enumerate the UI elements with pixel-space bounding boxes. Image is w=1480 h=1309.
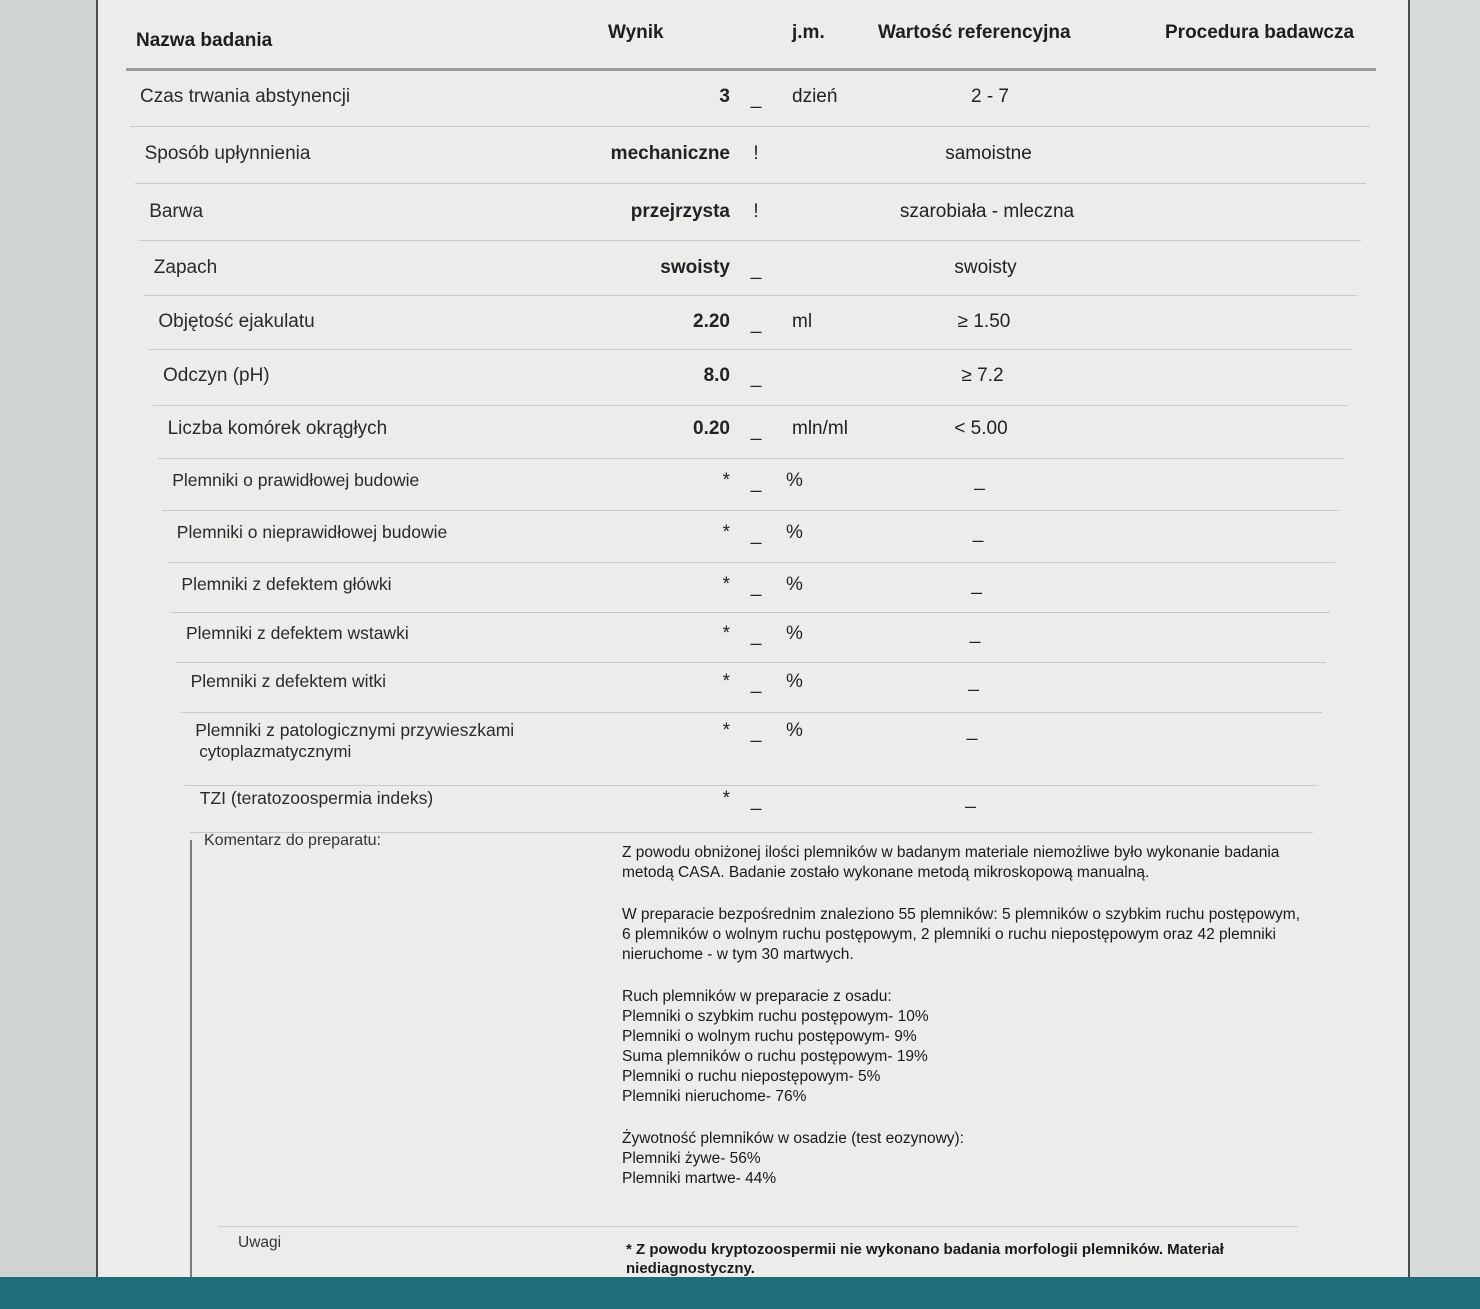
reference-value: 2 - 7 (970, 86, 1010, 107)
unit-value: % (786, 522, 803, 543)
row-divider (148, 349, 1352, 350)
result-value: * (722, 470, 730, 491)
row-divider (144, 295, 1357, 296)
background-left (0, 0, 100, 1309)
unit-value: dzień (792, 86, 838, 107)
test-name-continued: cytoplazmatycznymi (199, 742, 352, 761)
reference-value: _ (969, 623, 981, 644)
test-name: Sposób upłynnienia (144, 143, 311, 164)
frame-line (190, 840, 192, 1280)
test-name: Odczyn (pH) (163, 365, 270, 386)
header-result: Wynik (608, 22, 664, 43)
result-flag: _ (750, 576, 762, 597)
header-procedure: Procedura badawcza (1165, 22, 1355, 43)
result-value: * (722, 788, 730, 809)
unit-value: ml (792, 311, 813, 332)
vitality-block (622, 1129, 1302, 1189)
result-value: 0.20 (693, 418, 730, 439)
reference-value: swoisty (954, 257, 1017, 278)
result-flag: _ (750, 722, 762, 743)
reference-value: szarobiała - mleczna (899, 201, 1075, 222)
result-value: * (722, 720, 730, 741)
result-flag: ! (753, 201, 759, 222)
vitality-title: Żywotność plemników w osadzie (test eozynowy): (622, 1130, 964, 1147)
reference-value: _ (968, 671, 979, 692)
test-name: Plemniki z defektem wstawki (186, 623, 409, 643)
result-flag: _ (750, 367, 762, 388)
result-flag: ! (753, 143, 759, 164)
motility-line: Plemniki o szybkim ruchu postępowym- 10% (622, 1008, 929, 1025)
header-divider (126, 68, 1376, 71)
result-value: 3 (719, 86, 730, 107)
unit-value: % (786, 720, 803, 741)
reference-value: ≥ 7.2 (961, 365, 1004, 386)
result-value: * (722, 574, 730, 595)
row-divider (167, 562, 1335, 563)
header-test-name: Nazwa badania (136, 30, 273, 51)
test-name: Liczba komórek okrągłych (167, 418, 388, 439)
row-divider (162, 510, 1339, 511)
result-value: 2.20 (693, 311, 730, 332)
test-name: Plemniki z defektem witki (190, 671, 387, 691)
reference-value: samoistne (945, 143, 1032, 164)
results-panel (96, 0, 1410, 1278)
comment-paragraph-2: W preparacie bezpośrednim znaleziono 55 plemników: 5 plemników o szybkim ruchu postępowym, 6 plemników o wolnym ruchu postępowym, 2 plemniki o ruchu niepostępowym oraz 42 plemniki nieruchome - w tym 30 martwych. (622, 906, 1301, 963)
motility-line: Plemniki o wolnym ruchu postępowym- 9% (622, 1028, 917, 1045)
unit-value: % (786, 470, 803, 491)
result-flag: _ (750, 524, 762, 545)
result-value: przejrzysta (630, 201, 730, 222)
result-flag: _ (750, 313, 762, 334)
unit-value: mln/ml (792, 418, 848, 439)
unit-value: % (786, 623, 803, 644)
test-name: TZI (teratozoospermia indeks) (199, 788, 434, 808)
test-name: Objętość ejakulatu (158, 311, 315, 332)
row-divider (135, 183, 1366, 184)
reference-value: < 5.00 (954, 418, 1008, 439)
motility-line: Plemniki o ruchu niepostępowym- 5% (622, 1068, 881, 1085)
reference-value: _ (972, 522, 984, 543)
notes-text: * Z powodu kryptozoospermii nie wykonano badania morfologii plemników. Materiał niediagnostyczny. (626, 1241, 1224, 1277)
test-name: Czas trwania abstynencji (140, 86, 351, 107)
reference-value: _ (971, 574, 982, 595)
notes-divider (218, 1226, 1298, 1227)
result-value: * (722, 671, 730, 692)
row-divider (181, 712, 1322, 713)
result-flag: _ (750, 88, 762, 109)
vitality-line: Plemniki żywe- 56% (622, 1150, 761, 1167)
result-value: 8.0 (703, 365, 730, 386)
motility-line: Plemniki nieruchome- 76% (622, 1088, 807, 1105)
row-divider (171, 612, 1330, 613)
taskbar (0, 1277, 1480, 1309)
test-name: Plemniki o prawidłowej budowie (172, 470, 420, 490)
comment-paragraph-1: Z powodu obniżonej ilości plemników w badanym materiale niemożliwe było wykonanie badania metodą CASA. Badanie zostało wykonane metodą mikroskopową manualną. (622, 844, 1280, 881)
comment-label: Komentarz do preparatu: (204, 832, 381, 849)
result-flag: _ (750, 259, 762, 280)
reference-value: _ (966, 720, 978, 741)
result-flag: _ (750, 790, 762, 811)
unit-value: % (786, 671, 803, 692)
header-unit: j.m. (792, 22, 825, 43)
row-divider (153, 405, 1348, 406)
row-divider (130, 126, 1370, 127)
test-name: Plemniki z defektem główki (181, 574, 392, 594)
motility-block (622, 987, 1302, 1107)
reference-value: _ (965, 788, 976, 809)
header-reference: Wartość referencyjna (878, 22, 1071, 43)
reference-value: _ (974, 470, 985, 491)
reference-value: ≥ 1.50 (957, 311, 1011, 332)
vitality-line: Plemniki martwe- 44% (622, 1170, 777, 1187)
result-value: mechaniczne (610, 143, 730, 164)
test-name: Plemniki z patologicznymi przywieszkami (195, 720, 515, 740)
test-name: Zapach (153, 257, 218, 278)
result-value: swoisty (660, 257, 730, 278)
notes-label: Uwagi (238, 1234, 282, 1251)
result-flag: _ (750, 625, 762, 646)
motility-line: Suma plemników o ruchu postępowym- 19% (622, 1048, 928, 1065)
comment-text (622, 843, 1302, 1189)
unit-value: % (786, 574, 803, 595)
result-value: * (722, 522, 730, 543)
row-divider (139, 240, 1361, 241)
result-flag: _ (750, 472, 762, 493)
motility-title: Ruch plemników w preparacie z osadu: (622, 988, 892, 1005)
background-right (1405, 0, 1480, 1309)
test-name: Barwa (149, 201, 204, 222)
row-divider (176, 662, 1326, 663)
row-divider (185, 785, 1317, 786)
test-name: Plemniki o nieprawidłowej budowie (176, 522, 448, 542)
result-flag: _ (750, 673, 762, 694)
row-divider (158, 458, 1344, 459)
result-flag: _ (750, 420, 762, 441)
result-value: * (722, 623, 730, 644)
